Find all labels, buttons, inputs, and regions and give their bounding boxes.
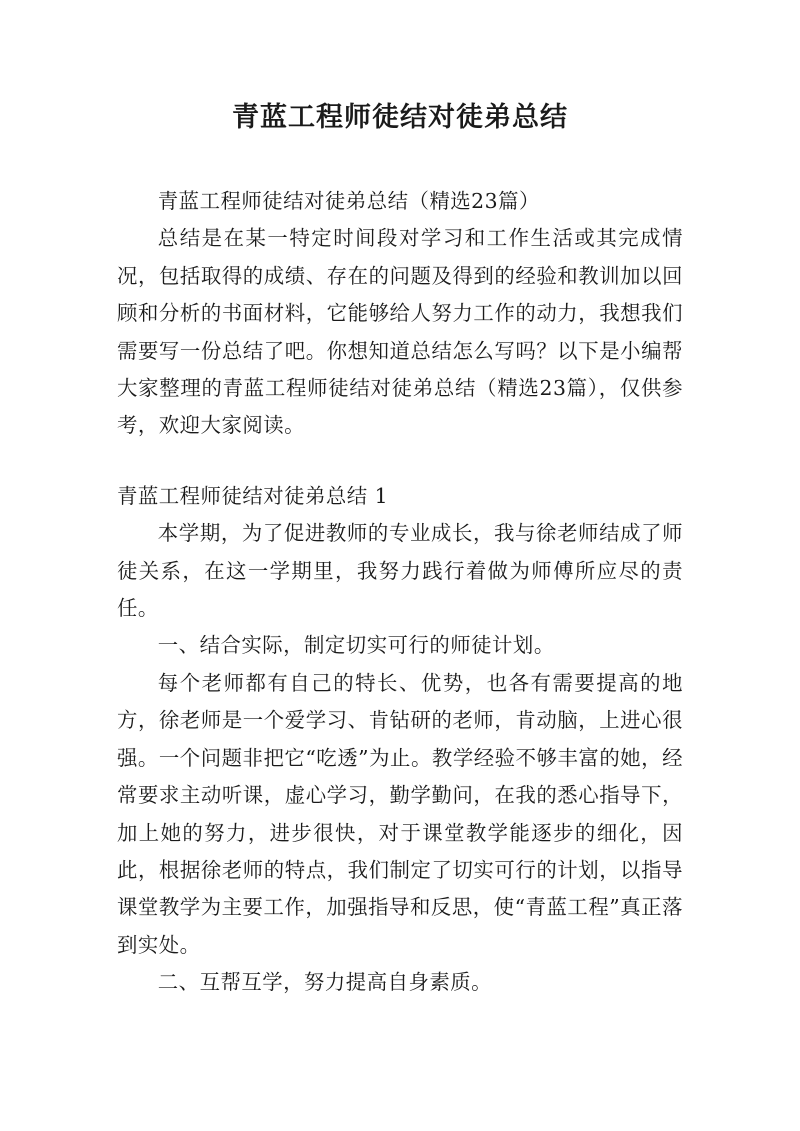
section-heading: 青蓝工程师徒结对徒弟总结 1 [117,483,389,508]
section-spacer [117,445,683,478]
document-title: 青蓝工程师徒结对徒弟总结 [232,102,568,133]
body-paragraph: 每个老师都有自己的特长、优势，也各有需要提高的地方，徐老师是一个爱学习、肯钻研的老师，肯动脑，上进心很强。一个问题非把它“吃透”为止。教学经验不够丰富的她，经常要求主动听课，虚心学习，勤学勤问，在我的悉心指导下，加上她的努力，进步很快，对于课堂教学能逐步的细化，因此，根据徐老师的特点，我们制定了切实可行的计划，以指导课堂教学为主要工作，加强指导和反思，使“青蓝工程”真正落到实处。 [117,670,683,957]
intro-paragraph: 总结是在某一特定时间段对学习和工作生活或其完成情况，包括取得的成绩、存在的问题及得到的经验和教训加以回顾和分析的书面材料，它能够给人努力工作的动力，我想我们需要写一份总结了吧。你想知道总结怎么写吗？以下是小编帮大家整理的青蓝工程师徒结对徒弟总结（精选23篇），仅供参考，欢迎大家阅读。 [117,226,683,438]
collection-subtitle: 青蓝工程师徒结对徒弟总结（精选23篇） [157,189,540,213]
document-body [117,183,683,1002]
subsection-heading-2: 二、互帮互学，努力提高自身素质。 [157,970,493,995]
body-paragraph: 本学期，为了促进教师的专业成长，我与徐老师结成了师徒关系，在这一学期里，我努力践行着做为师傅所应尽的责任。 [117,521,683,621]
subsection-heading-1: 一、结合实际，制定切实可行的师徒计划。 [157,633,555,658]
